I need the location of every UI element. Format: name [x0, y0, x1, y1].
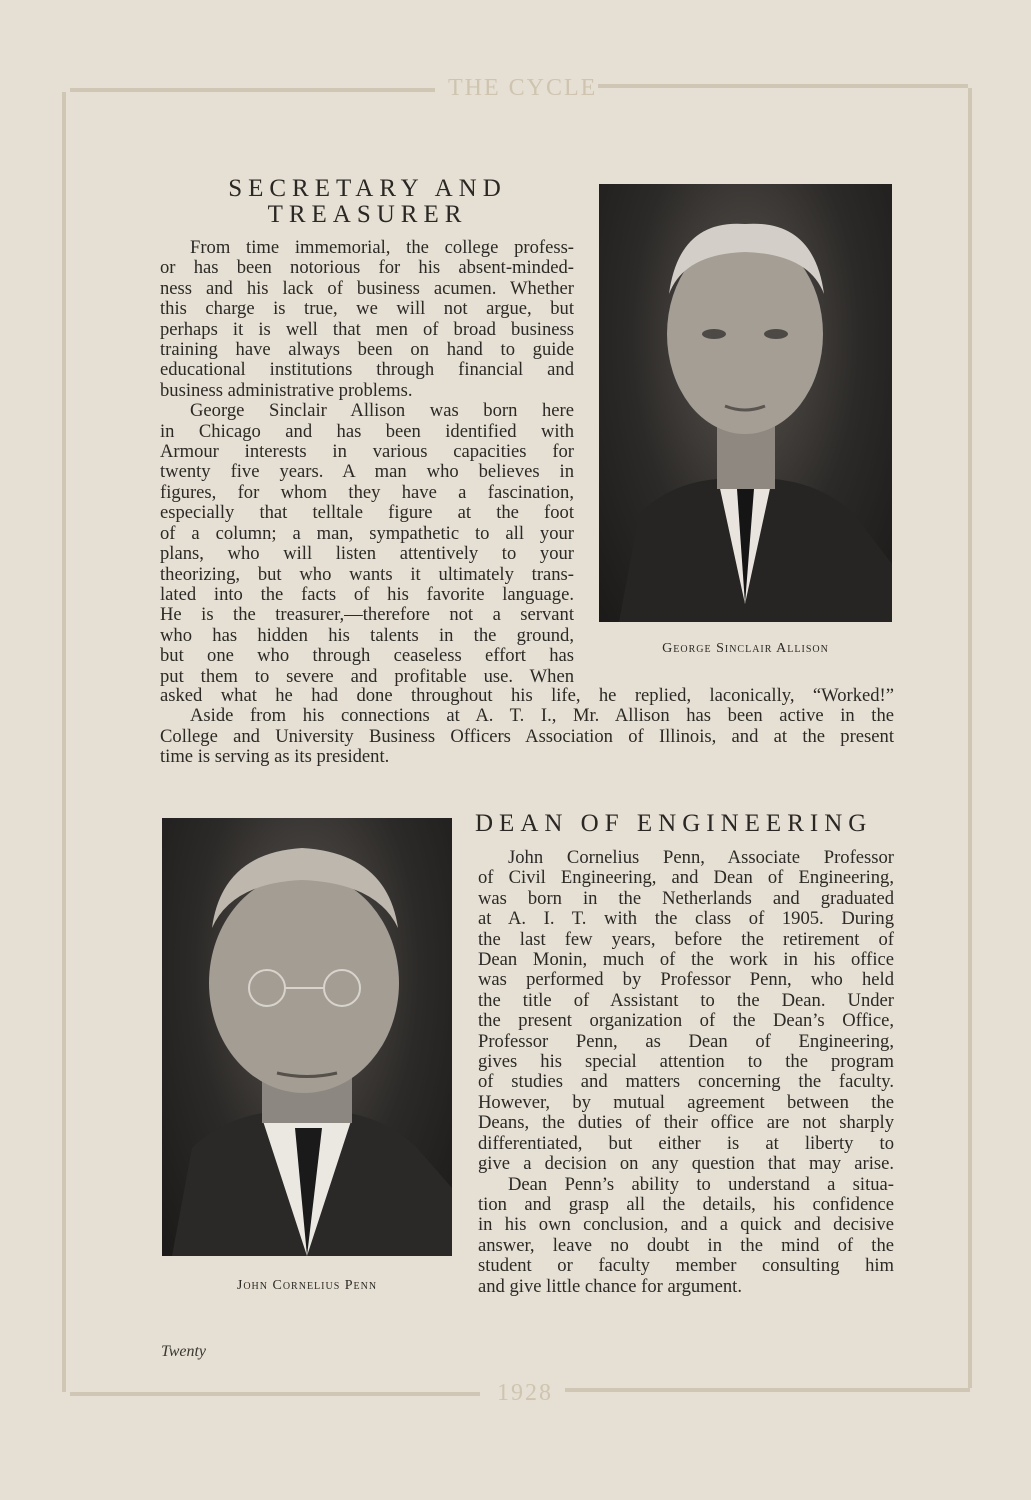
running-footer-year: 1928 — [497, 1380, 553, 1406]
text-line: He is the treasurer,—therefore not a servant — [160, 604, 574, 626]
caption-penn: John Cornelius Penn — [236, 1278, 378, 1293]
running-header: THE CYCLE — [448, 75, 598, 101]
text-line: was performed by Professor Penn, who held — [478, 969, 894, 991]
text-line: educational institutions through financial and — [160, 359, 574, 381]
text-line: plans, who will listen attentively to your — [160, 543, 574, 565]
frame-bottom-right-rule — [565, 1388, 970, 1392]
page-number: Twenty — [161, 1343, 207, 1360]
text-line: or has been notorious for his absent-minded- — [160, 257, 574, 279]
portrait-penn — [162, 818, 452, 1256]
text-line: Deans, the duties of their office are not sharply — [478, 1112, 894, 1134]
text-line: put them to severe and profitable use. When — [160, 665, 574, 687]
text-line: in Chicago and has been identified with — [160, 420, 574, 442]
section1-narrow-text — [160, 238, 574, 687]
text-line: twenty five years. A man who believes in — [160, 461, 574, 483]
portrait-allison — [599, 184, 892, 622]
frame-bottom-left-rule — [70, 1392, 480, 1396]
text-line: tion and grasp all the details, his confidence — [478, 1193, 894, 1215]
text-line: the present organization of the Dean’s Office, — [478, 1010, 894, 1032]
text-line: especially that telltale figure at the foot — [160, 502, 574, 524]
text-line: student or faculty member consulting him — [478, 1255, 894, 1277]
portrait-penn-figure — [162, 818, 452, 1256]
text-line: From time immemorial, the college profess- — [190, 237, 574, 258]
text-line: John Cornelius Penn, Associate Professor — [508, 847, 894, 868]
text-line: gives his special attention to the program — [478, 1051, 894, 1073]
text-line: Professor Penn, as Dean of Engineering, — [478, 1030, 894, 1052]
text-line: training have always been on hand to guide — [160, 339, 574, 361]
text-line: of studies and matters concerning the faculty. — [478, 1071, 894, 1093]
section2-text — [478, 848, 894, 1297]
section1-heading — [160, 176, 575, 228]
text-line: who has hidden his talents in the ground, — [160, 624, 574, 646]
text-line: and give little chance for argument. — [478, 1275, 742, 1297]
text-line: Dean Monin, much of the work in his office — [478, 949, 894, 971]
frame-left-rule — [62, 92, 66, 1392]
text-line: time is serving as its president. — [160, 746, 390, 768]
portrait-allison-figure — [599, 184, 892, 622]
text-line: of Civil Engineering, and Dean of Engineering, — [478, 867, 894, 889]
text-line: answer, leave no doubt in the mind of the — [478, 1234, 894, 1256]
text-line: give a decision on any question that may arise. — [478, 1153, 894, 1175]
text-line: Dean Penn’s ability to understand a situa- — [508, 1173, 894, 1195]
text-line: business administrative problems. — [160, 379, 413, 401]
text-line: Aside from his connections at A. T. I., Mr. Allison has been active in the — [190, 705, 894, 727]
text-line: asked what he had done throughout his life, he replied, laconically, “Worked!” — [160, 685, 894, 706]
text-line: theorizing, but who wants it ultimately trans- — [160, 563, 574, 585]
section1-heading-line2: TREASURER — [267, 201, 468, 228]
text-line: this charge is true, we will not argue, but — [160, 298, 574, 320]
text-line: of a column; a man, sympathetic to all your — [160, 522, 574, 544]
text-line: George Sinclair Allison was born here — [190, 400, 574, 422]
frame-top-right-rule — [598, 84, 968, 88]
text-line: ness and his lack of business acumen. Whether — [160, 277, 574, 299]
text-line: However, by mutual agreement between the — [478, 1091, 894, 1113]
frame-top-left-rule — [70, 88, 435, 92]
section2-heading: DEAN OF ENGINEERING — [475, 810, 873, 837]
text-line: differentiated, but either is at liberty to — [478, 1132, 894, 1154]
text-line: perhaps it is well that men of broad business — [160, 318, 574, 340]
text-line: in his own conclusion, and a quick and decisive — [478, 1214, 894, 1236]
section1-heading-line1: SECRETARY AND — [228, 175, 507, 202]
text-line: but one who through ceaseless effort has — [160, 645, 574, 667]
text-line: College and University Business Officers Association of Illinois, and at the present — [160, 725, 894, 747]
text-line: figures, for whom they have a fascination, — [160, 481, 574, 503]
frame-right-rule — [968, 88, 972, 1388]
text-line: at A. I. T. with the class of 1905. During — [478, 908, 894, 930]
text-line: Armour interests in various capacities for — [160, 441, 574, 463]
text-line: was born in the Netherlands and graduated — [478, 887, 894, 909]
section1-full-text — [160, 686, 894, 768]
text-line: lated into the facts of his favorite language. — [160, 583, 574, 605]
text-line: the last few years, before the retirement of — [478, 928, 894, 950]
caption-allison: George Sinclair Allison — [662, 641, 829, 656]
text-line: the title of Assistant to the Dean. Under — [478, 989, 894, 1011]
